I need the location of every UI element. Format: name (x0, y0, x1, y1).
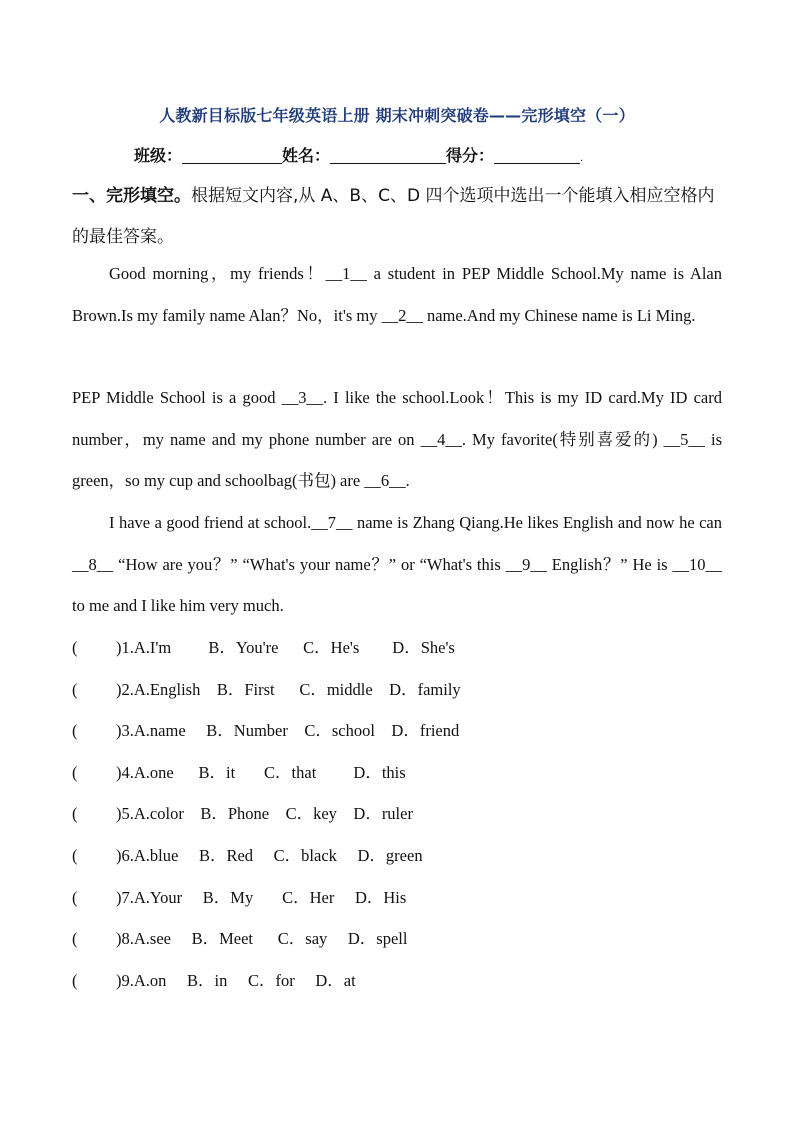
answer-paren[interactable]: ( (72, 638, 78, 657)
score-label: 得分： (446, 146, 495, 165)
page-title: 人教新目标版七年级英语上册 期末冲刺突破卷——完形填空（一） (159, 106, 635, 125)
question-item (72, 752, 672, 794)
question-item (72, 960, 672, 1002)
question-list (72, 627, 672, 1001)
question-options: )5.A.color B．Phone C．key D．ruler (116, 804, 413, 824)
section-instruction (72, 176, 724, 258)
question-item (72, 710, 672, 752)
student-info-line (134, 143, 583, 166)
passage-paragraph-1: Good morning，my friends！__1__ a student in PEP Middle School.My name is Alan Brown.Is my family name Alan？No，it's my __2__ name.And my Chinese name is Li Ming. (72, 264, 722, 325)
answer-paren[interactable]: ( (72, 721, 78, 741)
answer-paren[interactable]: ( (72, 845, 78, 865)
question-options: )1.A.I'm B．You're C．He's D．She's (116, 638, 455, 657)
question-options: )4.A.one B．it C．that D．this (116, 762, 406, 782)
score-blank (494, 147, 580, 164)
class-label: 班级： (134, 146, 183, 165)
question-item (72, 918, 672, 960)
answer-paren[interactable]: ( (72, 929, 78, 949)
answer-paren[interactable]: ( (72, 804, 78, 824)
question-options: )7.A.Your B．My C．Her D．His (116, 887, 407, 907)
answer-paren[interactable]: ( (72, 762, 78, 782)
question-options: )3.A.name B．Number C．school D．friend (116, 721, 460, 741)
end-mark: . (580, 153, 584, 164)
name-label: 姓名： (282, 146, 331, 165)
name-blank (330, 147, 446, 164)
question-item (72, 627, 672, 669)
question-item (72, 669, 672, 711)
answer-paren[interactable]: ( (72, 887, 78, 907)
passage-paragraph-3: I have a good friend at school.__7__ name is Zhang Qiang.He likes English and now he can __8__ “How are you？” “What's your name？” or “What's this __9__ English？” He is __10__ to me and I like him very much. (72, 513, 722, 615)
question-options: )2.A.English B．First C．middle D．family (116, 679, 461, 699)
question-options: )6.A.blue B．Red C．black D．green (116, 845, 423, 865)
class-blank (182, 147, 282, 164)
question-item (72, 793, 672, 835)
answer-paren[interactable]: ( (72, 970, 78, 990)
question-options: )8.A.see B．Meet C．say D．spell (116, 929, 408, 949)
answer-paren[interactable]: ( (72, 679, 78, 699)
section-instruction-text: 根据短文内容,从 A、B、C、D 四个选项中选出一个能填入相应空格内的最佳答案。 (72, 186, 715, 247)
question-item (72, 877, 672, 919)
section-heading: 一、完形填空。 (72, 186, 191, 206)
question-options: )9.A.on B．in C．for D．at (116, 970, 356, 990)
passage-paragraph-2: PEP Middle School is a good __3__. I like the school.Look！This is my ID card.My ID card number，my name and my phone number are on __4__. My favorite(特别喜爱的) __5__ is green，so my cup and schoolbag(书包) are __6__. (72, 388, 722, 490)
question-item (72, 835, 672, 877)
